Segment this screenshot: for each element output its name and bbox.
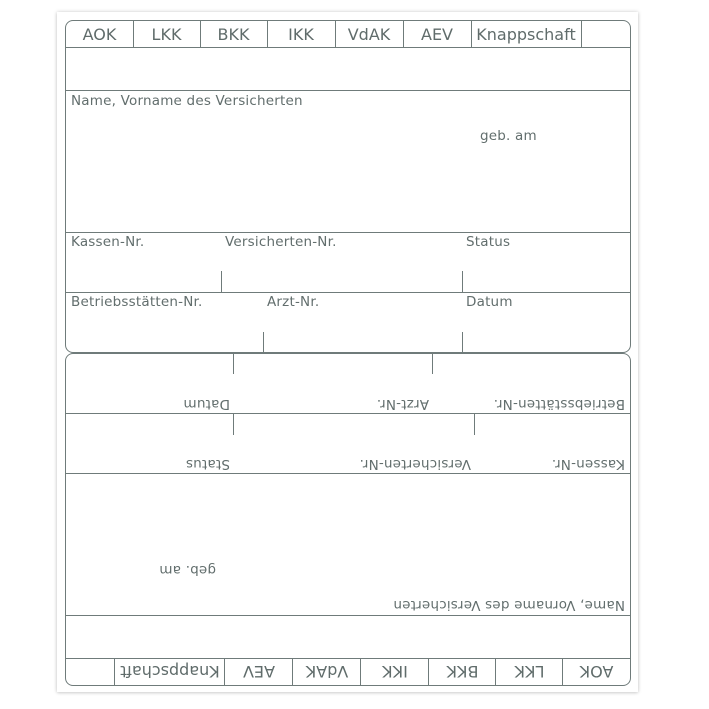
dob-label: geb. am — [159, 562, 216, 578]
divider — [66, 90, 630, 91]
divider — [114, 659, 115, 685]
insurer-bkk[interactable]: BKK — [446, 662, 479, 681]
status-label: Status — [466, 234, 511, 250]
insurer-vdak[interactable]: VdAK — [347, 25, 391, 44]
divider — [133, 21, 134, 47]
betriebsstaetten-nr-label: Betriebsstätten-Nr. — [493, 396, 625, 412]
tick — [233, 353, 234, 374]
divider — [403, 21, 404, 47]
insurer-row — [66, 659, 630, 685]
insurer-bkk[interactable]: BKK — [217, 25, 250, 44]
insurer-knappschaft[interactable]: Knappschaft — [476, 25, 576, 44]
name-label: Name, Vorname des Versicherten — [393, 597, 625, 613]
kassen-nr-label: Kassen-Nr. — [71, 234, 145, 250]
form-upright — [65, 20, 631, 353]
tick — [462, 271, 463, 292]
arzt-nr-label: Arzt-Nr. — [376, 396, 429, 412]
divider — [267, 21, 268, 47]
insurer-ikk[interactable]: IKK — [288, 25, 314, 44]
datum-label: Datum — [466, 294, 513, 310]
tick — [474, 414, 475, 435]
divider — [66, 47, 630, 48]
divider — [66, 615, 630, 616]
divider — [428, 659, 429, 685]
divider — [200, 21, 201, 47]
status-label: Status — [185, 456, 230, 472]
divider — [66, 473, 630, 474]
tick — [221, 271, 222, 292]
divider — [66, 413, 630, 414]
insurer-blank[interactable] — [581, 21, 631, 47]
versicherten-nr-label: Versicherten-Nr. — [225, 234, 337, 250]
tick — [263, 332, 264, 353]
divider — [66, 232, 630, 233]
insurer-aev[interactable]: AEV — [243, 662, 275, 681]
tick — [233, 414, 234, 435]
insurer-lkk[interactable]: LKK — [151, 25, 182, 44]
datum-label: Datum — [183, 396, 230, 412]
divider — [581, 21, 582, 47]
name-label: Name, Vorname des Versicherten — [71, 93, 303, 109]
betriebsstaetten-nr-label: Betriebsstätten-Nr. — [71, 294, 203, 310]
insurer-aev[interactable]: AEV — [421, 25, 453, 44]
insurer-lkk[interactable]: LKK — [514, 662, 545, 681]
versicherten-nr-label: Versicherten-Nr. — [359, 456, 471, 472]
divider — [292, 659, 293, 685]
insurer-aok[interactable]: AOK — [82, 25, 117, 44]
divider — [335, 21, 336, 47]
divider — [360, 659, 361, 685]
tick — [432, 353, 433, 374]
divider — [471, 21, 472, 47]
divider — [562, 659, 563, 685]
form-inverted — [65, 353, 631, 686]
divider — [224, 659, 225, 685]
divider — [66, 292, 630, 293]
insurer-vdak[interactable]: VdAK — [305, 662, 349, 681]
divider — [495, 659, 496, 685]
tick — [462, 332, 463, 353]
insurer-blank[interactable] — [65, 659, 115, 685]
insurer-knappschaft[interactable]: Knappschaft — [120, 662, 220, 681]
insurance-label-card — [57, 12, 638, 692]
divider — [66, 658, 630, 659]
insurer-ikk[interactable]: IKK — [382, 662, 408, 681]
dob-label: geb. am — [480, 128, 537, 144]
insurer-row — [66, 21, 630, 47]
arzt-nr-label: Arzt-Nr. — [267, 294, 320, 310]
insurer-aok[interactable]: AOK — [579, 662, 614, 681]
kassen-nr-label: Kassen-Nr. — [551, 456, 625, 472]
